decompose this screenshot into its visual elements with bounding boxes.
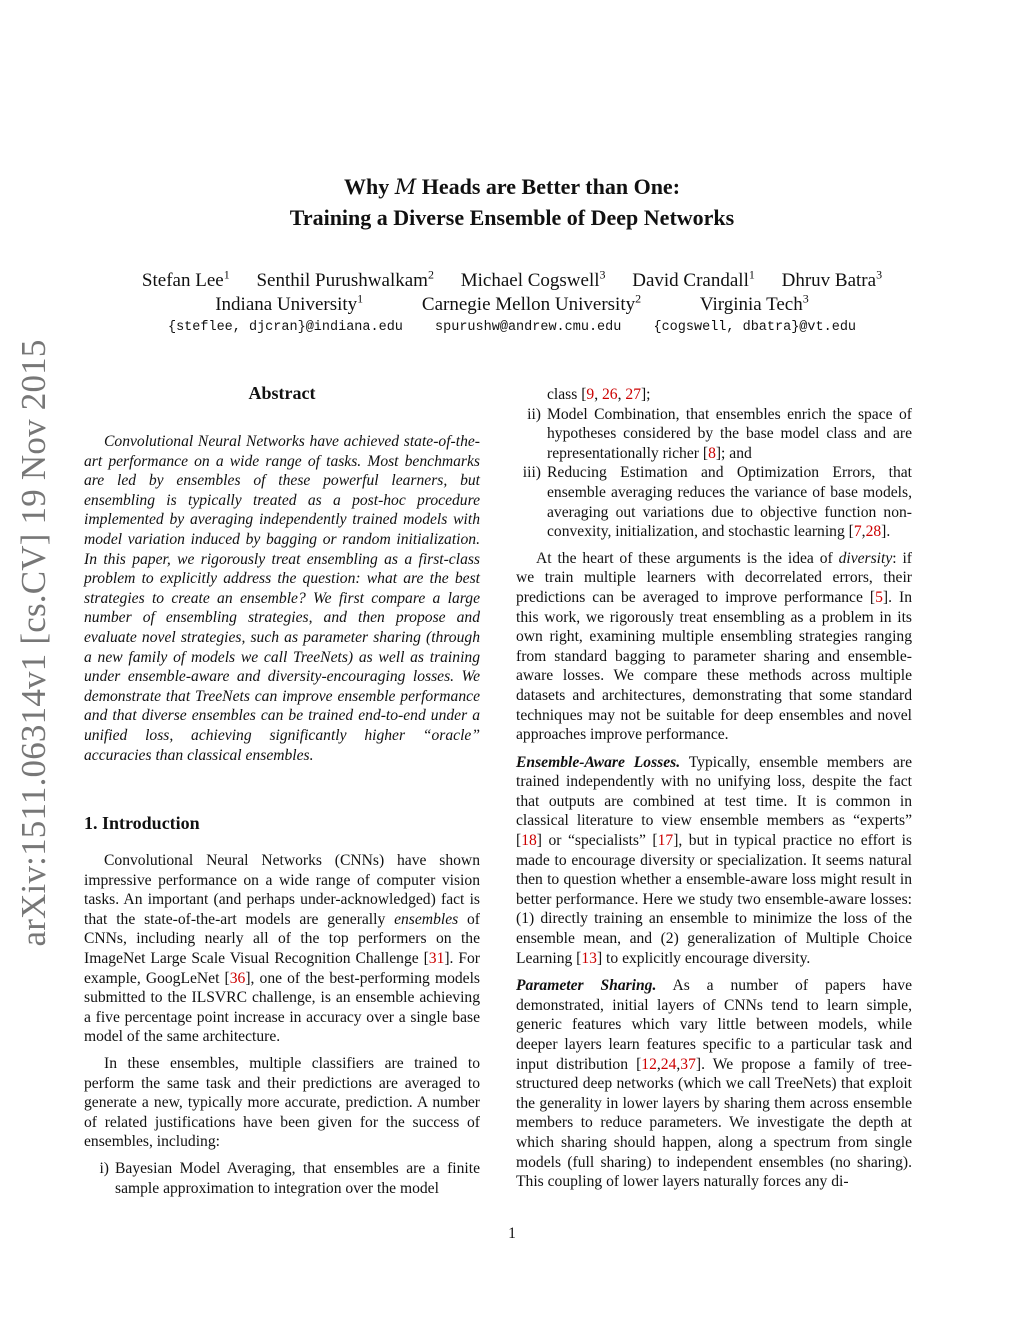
arxiv-stamp [5, 338, 63, 947]
list-item-continuation: class [9, 26, 27]; [547, 386, 651, 403]
paper-title-line2: Training a Diverse Ensemble of Deep Networks [289, 205, 735, 230]
parameter-sharing-paragraph: Parameter Sharing. As a number of papers have demonstrated, initial layers of CNNs tend to learn simple, generic features which vary little between models, while deeper layers learn features specific to a particular task and input distribution [12,24,37]. We propose a family of tree-structured deep networks (which we call TreeNets) that exploit the generality in lower layers by sharing them across ensemble members to reduce parameters. We investigate the depth at which sharing should happen, along a spectrum from single models (full sharing) to independent ensembles (no sharing). This coupling of lower layers naturally forces any di- [516, 977, 912, 1191]
title-math-symbol: M [394, 175, 417, 199]
introduction-body [84, 851, 480, 1198]
author: David Crandall$^1$ [632, 268, 755, 292]
paragraph-heading: Ensemble-Aware Losses. [516, 753, 681, 771]
author: Senthil Purushwalkam$^2$ [256, 268, 434, 292]
author: Michael Cogswell$^3$ [460, 268, 606, 292]
citation-link[interactable]: 24 [660, 1055, 677, 1073]
citation-link[interactable]: 36 [229, 969, 246, 987]
email: {steflee, djcran}@indiana.edu [167, 320, 403, 335]
citation-link[interactable]: 8 [708, 444, 716, 462]
citation-link[interactable]: 37 [680, 1055, 696, 1073]
author: Dhruv Batra$^3$ [781, 268, 883, 292]
citation-link[interactable]: 31 [428, 949, 445, 967]
section-heading-introduction: 1. Introduction [84, 813, 200, 833]
citation-link[interactable]: 5 [875, 588, 883, 606]
citation-link[interactable]: 9 [586, 386, 595, 403]
citation-link[interactable]: 28 [865, 523, 882, 541]
citation-link[interactable]: 27 [625, 386, 641, 403]
email: {cogswell, dbatra}@vt.edu [653, 320, 857, 335]
citation-link[interactable]: 18 [521, 832, 537, 850]
citation-link[interactable]: 26 [602, 386, 618, 403]
intro-paragraph: In these ensembles, multiple classifiers are trained to perform the same task and their predictions are averaged to generate a new, typically more accurate, prediction. A number of related justifications have been given for the success of ensembles, including: [84, 1054, 480, 1151]
citation-link[interactable]: 7 [853, 523, 862, 541]
right-column-body [516, 385, 912, 1192]
body-paragraph: At the heart of these arguments is the idea of diversity: if we train multiple learners with decorrelated errors, their predictions can be averaged to improve performance [5]. In this work, we rigorously treat ensembling as a problem in its own right, examining multiple ensembling strategies ranging from standard bagging to parameter sharing and ensemble-aware losses. We compare these methods across multiple datasets and architectures, demonstrating that some standard techniques may not be suitable for deep ensembles and novel approaches improve performance. [516, 549, 913, 744]
citation-link[interactable]: 12 [641, 1055, 657, 1073]
arxiv-identifier: arXiv:1511.06314v1 [cs.CV] 19 Nov 2015 [14, 338, 53, 947]
affiliation-list [0, 292, 1024, 316]
affiliation: Indiana University$^1$ [215, 292, 364, 316]
paragraph-heading: Parameter Sharing. [516, 977, 657, 995]
author: Stefan Lee$^1$ [141, 268, 230, 292]
abstract-text: Convolutional Neural Networks have achieved state-of-the-art performance on a wide range of tasks. Most benchmarks are led by ensembles of these powerful learners, but ensembling is typically treated as a post-hoc procedure implemented by averaging independently trained models with model variation induced by bagging or random initialization. In this paper, we rigorously treat ensembling as a first-class problem to explicitly address the question: what are the best strategies to create an ensemble? We first compare a large number of ensembling strategies, and then propose and evaluate novel strategies, such as parameter sharing (through a new family of models we call TreeNets) as well as training under ensemble-aware and diversity-encouraging losses. We demonstrate that TreeNets can improve ensemble performance and that diverse ensembles can be trained end-to-end under a unified loss, achieving significantly higher “oracle” accuracies than classical ensembles. [84, 433, 480, 764]
email: spurushw@andrew.cmu.edu [435, 320, 622, 335]
page-number: 1 [508, 1225, 516, 1242]
email-list [0, 320, 1024, 335]
citation-link[interactable]: 17 [657, 832, 674, 850]
abstract-heading: Abstract [248, 383, 316, 403]
list-item: ii) Model Combination, that ensembles enrich the space of hypotheses considered by the base model class and are representationally richer [8]; and [527, 405, 912, 462]
ensemble-aware-losses-paragraph: Ensemble-Aware Losses. Typically, ensemble members are trained independently with no unifying loss, despite the fact that outputs are combined at test time. It is common in classical literature to view ensemble members as “experts” [18] or “specialists” [17], but in typical practice no effort is made to encourage diversity or specialization. It seems natural then to question whether a ensemble-aware loss might result in better performance. Here we study two ensemble-aware losses: (1) directly training an ensemble to minimize the loss of the ensemble mean, and (2) generalization of Multiple Choice Learning [13] to explicitly encourage diversity. [516, 753, 912, 967]
citation-link[interactable]: 13 [581, 949, 597, 967]
affiliation: Carnegie Mellon University$^2$ [421, 292, 642, 316]
paper-title-line1: Why M Heads are Better than One: [343, 174, 681, 199]
intro-paragraph: Convolutional Neural Networks (CNNs) have shown impressive performance on a wide range of computer vision tasks. An important (and perhaps under-acknowledged) fact is that the state-of-the-art models are generally ensembles of CNNs, including nearly all of the top performers on the ImageNet Large Scale Visual Recognition Challenge [31]. For example, GoogLeNet [36], one of the best-performing models submitted to the ILSVRC challenge, is an ensemble achieving a five percentage point increase in accuracy over a single base model of the same architecture. [84, 852, 480, 1046]
list-item: iii) Reducing Estimation and Optimization Errors, that ensemble averaging reduces the variance of base models, averaging out variations due to objective function non-convexity, initialization, and stochastic learning [7,28]. [522, 464, 912, 541]
affiliation: Virginia Tech$^3$ [699, 292, 809, 316]
author-list [0, 268, 1024, 292]
list-item: i) Bayesian Model Averaging, that ensembles are a finite sample approximation to integration over the model [99, 1159, 480, 1197]
